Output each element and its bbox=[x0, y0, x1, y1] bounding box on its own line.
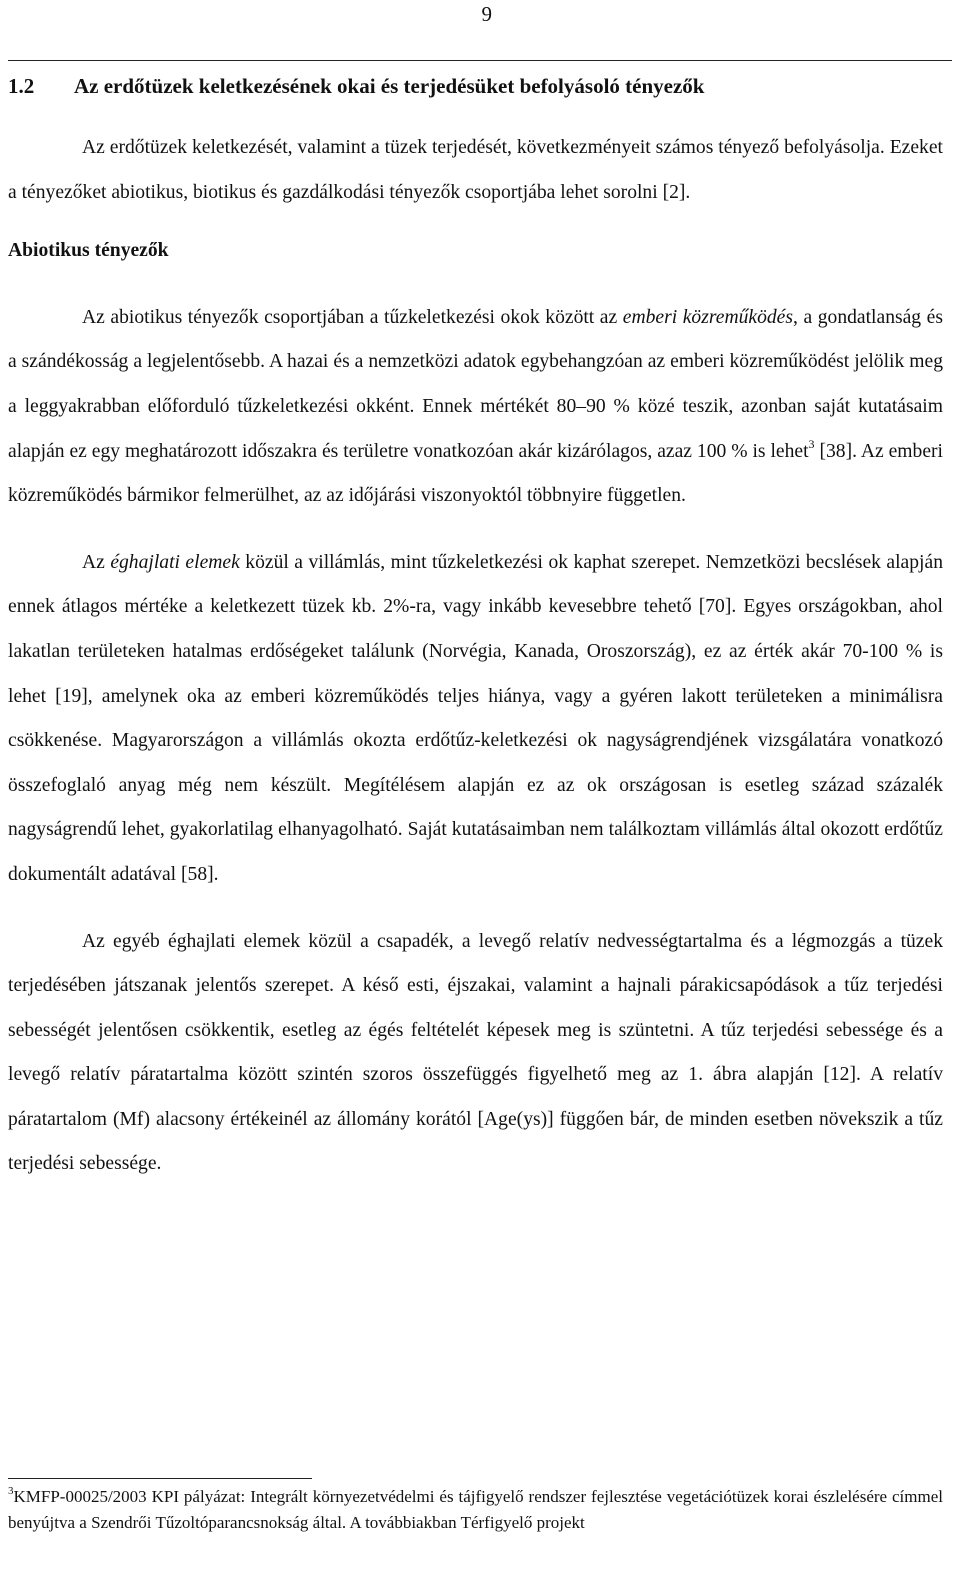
para1-lead: Az abiotikus tényezők csoportjában a tűzkeletkezési okok között az bbox=[82, 306, 623, 328]
para1-after-ref: [38]. Az emberi közreműködés bármikor felmerülhet, az az időjárási viszonyoktól többnyire független. bbox=[8, 440, 943, 507]
paragraph-human-causes bbox=[8, 296, 943, 519]
footnote-text: KMFP-00025/2003 KPI pályázat: Integrált környezetvédelmi és tájfigyelő rendszer fejlesztése vegetációtüzek korai észlelésére címmel benyújtva a Szendrői Tűzoltóparancsnokság által. A továbbiakban Térfigyelő projekt bbox=[8, 1487, 943, 1532]
body-text bbox=[8, 126, 943, 1187]
para1-text: , a gondatlanság és a szándékosság a legjelentősebb. A hazai és a nemzetközi adatok egybehangzóan az emberi közreműködést jelölik meg a leggyakrabban előforduló tűzkeletkezési okként. Ennek mértékét 80–90 % közé teszik, azonban saját kutatásaim alapján ez egy meghatározott időszakra és területre vonatkozóan akár kizárólagos, azaz 100 % is lehet bbox=[8, 306, 943, 462]
para2-lead: Az bbox=[82, 551, 111, 573]
footnote-marker: 3 bbox=[8, 1485, 14, 1498]
para2-emphasis: éghajlati elemek bbox=[110, 551, 240, 573]
paragraph-climate-elements: Az egyéb éghajlati elemek közül a csapadék, a levegő relatív nedvességtartalma és a légmozgás a tüzek terjedésében játszanak jelentős szerepet. A késő esti, éjszakai, valamint a hajnali párakicsapódások a tűz terjedési sebességét jelentősen csökkentik, esetleg az égés feltételét képesek meg is szüntetni. A tűz terjedési sebessége és a levegő relatív páratartalma között szintén szoros összefüggés figyelhető meg az 1. ábra alapján [12]. A relatív páratartalom (Mf) alacsony értékeinél az állomány korától [Age(ys)] függően bár, de minden esetben növekszik a tűz terjedési sebessége. bbox=[8, 930, 943, 1175]
subheading-abiotic: Abiotikus tényezők bbox=[8, 240, 169, 262]
section-number: 1.2 bbox=[8, 74, 35, 98]
footnote-rule bbox=[8, 1478, 312, 1479]
para2-text: közül a villámlás, mint tűzkeletkezési ok kaphat szerepet. Nemzetközi becslések alapján ennek átlagos mértéke a keletkezett tüzek kb. 2%-ra, vagy inkább kevesebbre tehető [70]. Egyes országokban, ahol lakatlan területeken hatalmas erdőségeket találunk (Norvégia, Kanada, Oroszország), ez az érték akár 70-100 % is lehet [19], amelynek oka az emberi közreműködés teljes hiánya, vagy a gyéren lakott területeken a minimálisra csökkenése. Magyarországon a villámlás okozta erdőtűz-keletkezési ok nagyságrendjének vizsgálatára vonatkozó összefoglaló anyag még nem készült. Megítélésem alapján ez az ok országosan is esetleg század százalék nagyságrendű lehet, gyakorlatilag elhanyagolható. Saját kutatásaimban nem találkoztam villámlás által okozott erdőtűz dokumentált adatával [58]. bbox=[8, 551, 943, 885]
page-number: 9 bbox=[481, 2, 492, 26]
para1-emphasis: emberi közreműködés bbox=[622, 306, 794, 328]
section-title: Az erdőtüzek keletkezésének okai és terjedésüket befolyásoló tényezők bbox=[74, 74, 705, 98]
paragraph-lightning bbox=[8, 541, 943, 898]
footnote-reference[interactable]: 3 bbox=[808, 437, 815, 452]
footnote bbox=[8, 1484, 943, 1536]
header-rule bbox=[8, 60, 952, 61]
section-heading bbox=[8, 74, 704, 99]
intro-paragraph: Az erdőtüzek keletkezését, valamint a tüzek terjedését, következményeit számos tényező befolyásolja. Ezeket a tényezőket abiotikus, biotikus és gazdálkodási tényezők csoportjába lehet sorolni [2]. bbox=[8, 137, 943, 203]
